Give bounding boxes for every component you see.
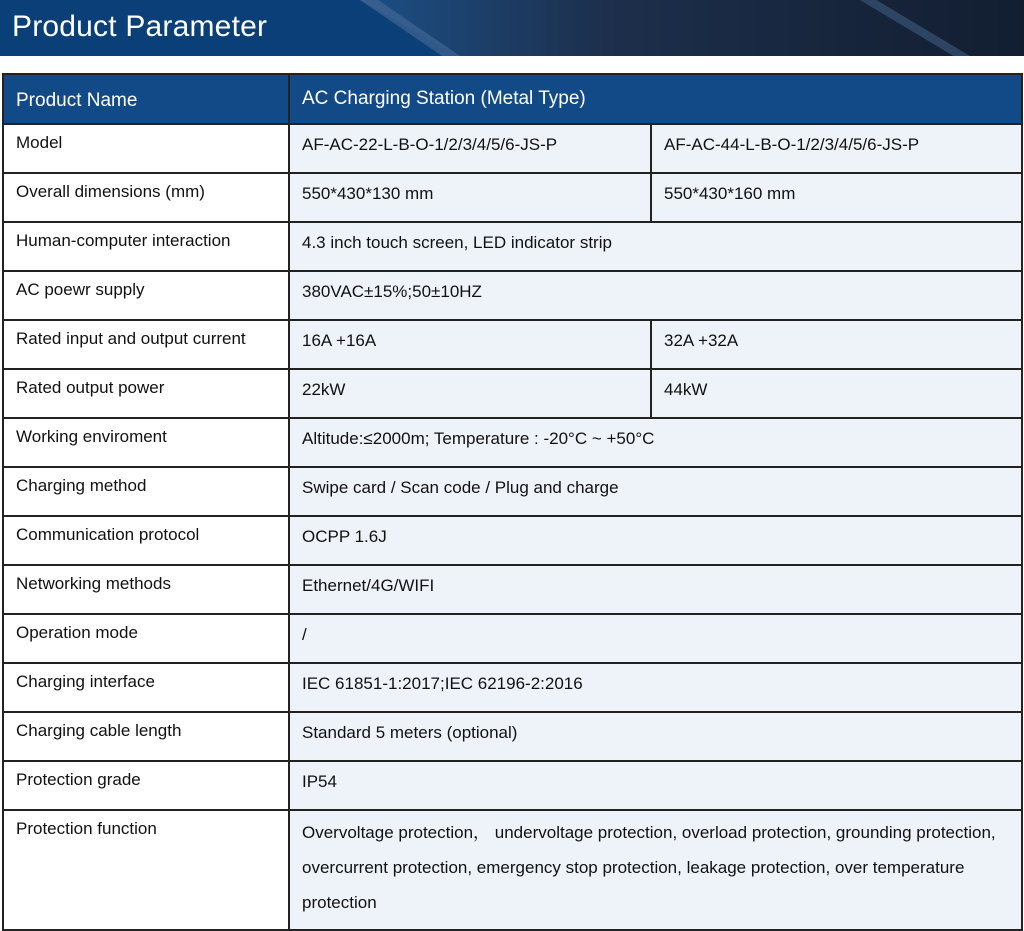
table-row [3, 320, 1022, 369]
row-value: AF-AC-44-L-B-O-1/2/3/4/5/6-JS-P [651, 124, 1022, 173]
table-row [3, 761, 1022, 810]
table-row [3, 271, 1022, 320]
row-label: Overall dimensions (mm) [3, 173, 289, 222]
table-row [3, 712, 1022, 761]
row-label: AC poewr supply [3, 271, 289, 320]
table-row [3, 222, 1022, 271]
title-banner [0, 0, 1024, 56]
row-label: Model [3, 124, 289, 173]
row-value: / [289, 614, 1022, 663]
row-value: Swipe card / Scan code / Plug and charge [289, 467, 1022, 516]
row-value: 550*430*160 mm [651, 173, 1022, 222]
row-label: Charging method [3, 467, 289, 516]
row-label: Rated output power [3, 369, 289, 418]
row-label: Communication protocol [3, 516, 289, 565]
row-value: Ethernet/4G/WIFI [289, 565, 1022, 614]
row-value: 32A +32A [651, 320, 1022, 369]
row-value: Standard 5 meters (optional) [289, 712, 1022, 761]
table-row [3, 565, 1022, 614]
table-row [3, 467, 1022, 516]
row-value: 550*430*130 mm [289, 173, 651, 222]
row-label: Operation mode [3, 614, 289, 663]
row-label: Working enviroment [3, 418, 289, 467]
spec-table [2, 73, 1023, 931]
table-row [3, 369, 1022, 418]
row-value: 4.3 inch touch screen, LED indicator strip [289, 222, 1022, 271]
table-row [3, 173, 1022, 222]
row-value: 16A +16A [289, 320, 651, 369]
row-value: IEC 61851-1:2017;IEC 62196-2:2016 [289, 663, 1022, 712]
header-label: Product Name [3, 74, 289, 124]
row-label: Rated input and output current [3, 320, 289, 369]
spec-table-body [3, 74, 1022, 930]
row-value: 44kW [651, 369, 1022, 418]
row-value: Overvoltage protection， undervoltage protection, overload protection, grounding protection, overcurrent protection, emergency stop protection, leakage protection, over temperature protection [289, 810, 1022, 930]
row-value: 22kW [289, 369, 651, 418]
table-row [3, 516, 1022, 565]
row-label: Protection grade [3, 761, 289, 810]
table-header-row [3, 74, 1022, 124]
banner-shade [360, 0, 1024, 56]
table-row [3, 124, 1022, 173]
row-label: Protection function [3, 810, 289, 930]
row-label: Human-computer interaction [3, 222, 289, 271]
header-value: AC Charging Station (Metal Type) [289, 74, 1022, 124]
row-label: Charging interface [3, 663, 289, 712]
table-row [3, 663, 1022, 712]
row-label: Networking methods [3, 565, 289, 614]
row-value: Altitude:≤2000m; Temperature : -20°C ~ +50°C [289, 418, 1022, 467]
table-row [3, 418, 1022, 467]
table-row [3, 810, 1022, 930]
table-row [3, 614, 1022, 663]
row-value: 380VAC±15%;50±10HZ [289, 271, 1022, 320]
row-value: IP54 [289, 761, 1022, 810]
page-title: Product Parameter [12, 10, 268, 43]
row-value: OCPP 1.6J [289, 516, 1022, 565]
row-value: AF-AC-22-L-B-O-1/2/3/4/5/6-JS-P [289, 124, 651, 173]
row-label: Charging cable length [3, 712, 289, 761]
